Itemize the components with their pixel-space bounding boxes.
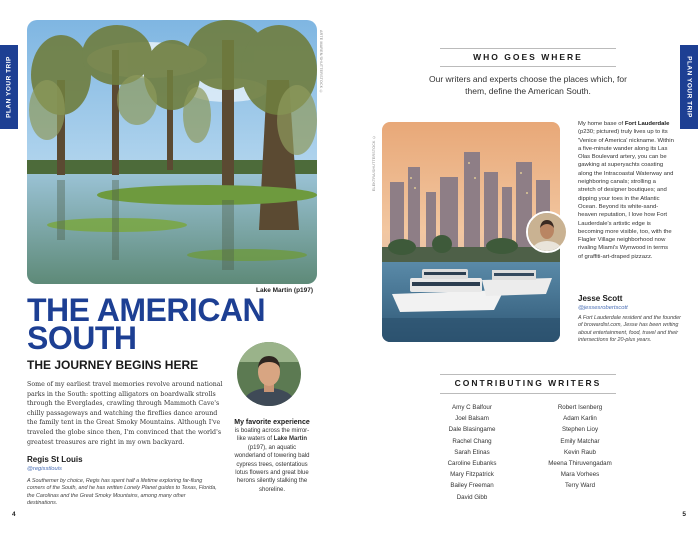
favorite-experience: My favorite experience is boating across the mirror-like waters of Lake Martin (p197), an aquatic wonderland of towering bald cypress trees, ostentatious lotus flowers and great blue herons silently stalking the shoreline.	[232, 418, 312, 494]
contributor-name-item: Sarah Etinas	[454, 448, 490, 456]
contributor-name-item: Terry Ward	[564, 482, 596, 490]
who-goes-where-heading: WHO GOES WHERE	[473, 52, 583, 62]
photo-credit-fort-lauderdale: ELEKTRA/SHUTTERSTOCK ©	[372, 135, 376, 192]
author-bio: A Southerner by choice, Regis has spent half a lifetime exploring far-flung corners of the South, and he has written Lonely Planet guides to Texas, Florida, the Carolinas and the Great Smoky Mountains, among many other destinations.	[27, 478, 217, 507]
page-number-right: 5	[682, 511, 686, 518]
feature-text: My home base of Fort Lauderdale (p230; pictured) truly lives up to its 'Venice of America' nickname. Within a five-minute wander along its Las Olas Boulevard artery, you can be gawking at superyachts coasting along the Intracoastal Waterway and neighboring canals; strolling a stretch of designer boutiques; and dipping your toes in the Atlantic Ocean. Beyond its white-sand-heaven reputation, I love how Fort Lauderdale's artistic edge is becoming more visible, too, with the Flagler Village neighborhood now rivaling Miami's Wynwood in terms of graffiti-art-draped pizzazz.	[578, 121, 674, 260]
title-line-1: THE AMERICAN	[27, 292, 266, 328]
favorite-heading: My favorite experience	[234, 419, 310, 426]
section-tab-right: PLAN YOUR TRIP	[680, 45, 698, 129]
contributors-column-1	[436, 402, 508, 503]
contributor-name-item: Bailey Freeman	[450, 482, 494, 490]
contributing-writers-heading: CONTRIBUTING WRITERS	[454, 378, 602, 388]
contributor-name-item: Rachel Chang	[452, 437, 492, 445]
contributor-name-item: Meena Thiruvengadam	[548, 460, 612, 468]
contributor-name-item: David Gibb	[456, 493, 488, 501]
contributor-bio: A Fort Lauderdale resident and the founder of browardist.com, Jesse has been writing about entertainment, food, travel and their intersections for 20-plus years.	[578, 315, 681, 344]
photo-caption: Lake Martin (p197)	[256, 287, 314, 294]
contributor-name-item: Mary Fitzpatrick	[450, 471, 494, 479]
section-rule-top	[440, 48, 616, 49]
favorite-highlight: Lake Martin	[273, 436, 308, 443]
contributor-name-item: Dale Blasingame	[448, 426, 496, 434]
contributor-name-item: Joel Balsam	[455, 415, 489, 423]
lake-martin-photo	[27, 20, 317, 284]
contributor-name-item: Caroline Eubanks	[447, 460, 497, 468]
section-rule-bottom	[440, 66, 616, 67]
author-portrait	[237, 342, 301, 406]
contributor-handle[interactable]: @jessesrobertscott	[578, 305, 628, 311]
feature-highlight: Fort Lauderdale	[624, 121, 670, 127]
who-goes-where-subtitle: Our writers and experts choose the places which, for them, define the American South.	[429, 74, 627, 96]
contributors-rule-bottom	[440, 393, 616, 394]
section-tab-left: PLAN YOUR TRIP	[0, 45, 18, 129]
intro-paragraph: Some of my earliest travel memories revolve around national parks in the South: spotting alligators on boardwalk strolls through the Everglades, crawling through Mammoth Cave's chilly passageways and watching the fireflies dance around the family tent in the Great Smoky Mountains. Although I've traveled the globe since then, I'm convinced that the world's greatest treasures are right in my own backyard.	[27, 381, 223, 446]
contributor-name-item: Mara Vorhees	[560, 471, 600, 479]
author-name: Regis St Louis	[27, 455, 83, 464]
contributor-name-item: Adam Karlin	[563, 415, 597, 423]
contributors-rule-top	[440, 374, 616, 375]
contributor-portrait	[526, 211, 568, 253]
contributor-name: Jesse Scott	[578, 294, 623, 303]
page-subtitle: THE JOURNEY BEGINS HERE	[27, 358, 199, 372]
contributor-name-item: Kevin Raub	[564, 448, 596, 456]
contributor-name-item: Emily Matchar	[560, 437, 600, 445]
page-title	[27, 292, 287, 356]
contributor-name-item: Amy C Balfour	[452, 404, 492, 411]
author-handle[interactable]: @regisstlouis	[27, 466, 62, 472]
contributor-name-item: Robert Isenberg	[557, 404, 603, 411]
page-number-left: 4	[12, 511, 16, 518]
contributors-column-2	[538, 402, 622, 492]
photo-credit-lake: ARTE MAREN/SHUTTERSTOCK ©	[319, 30, 323, 94]
contributor-name-item: Stephen Lioy	[561, 426, 599, 434]
title-line-2: SOUTH	[27, 320, 137, 356]
